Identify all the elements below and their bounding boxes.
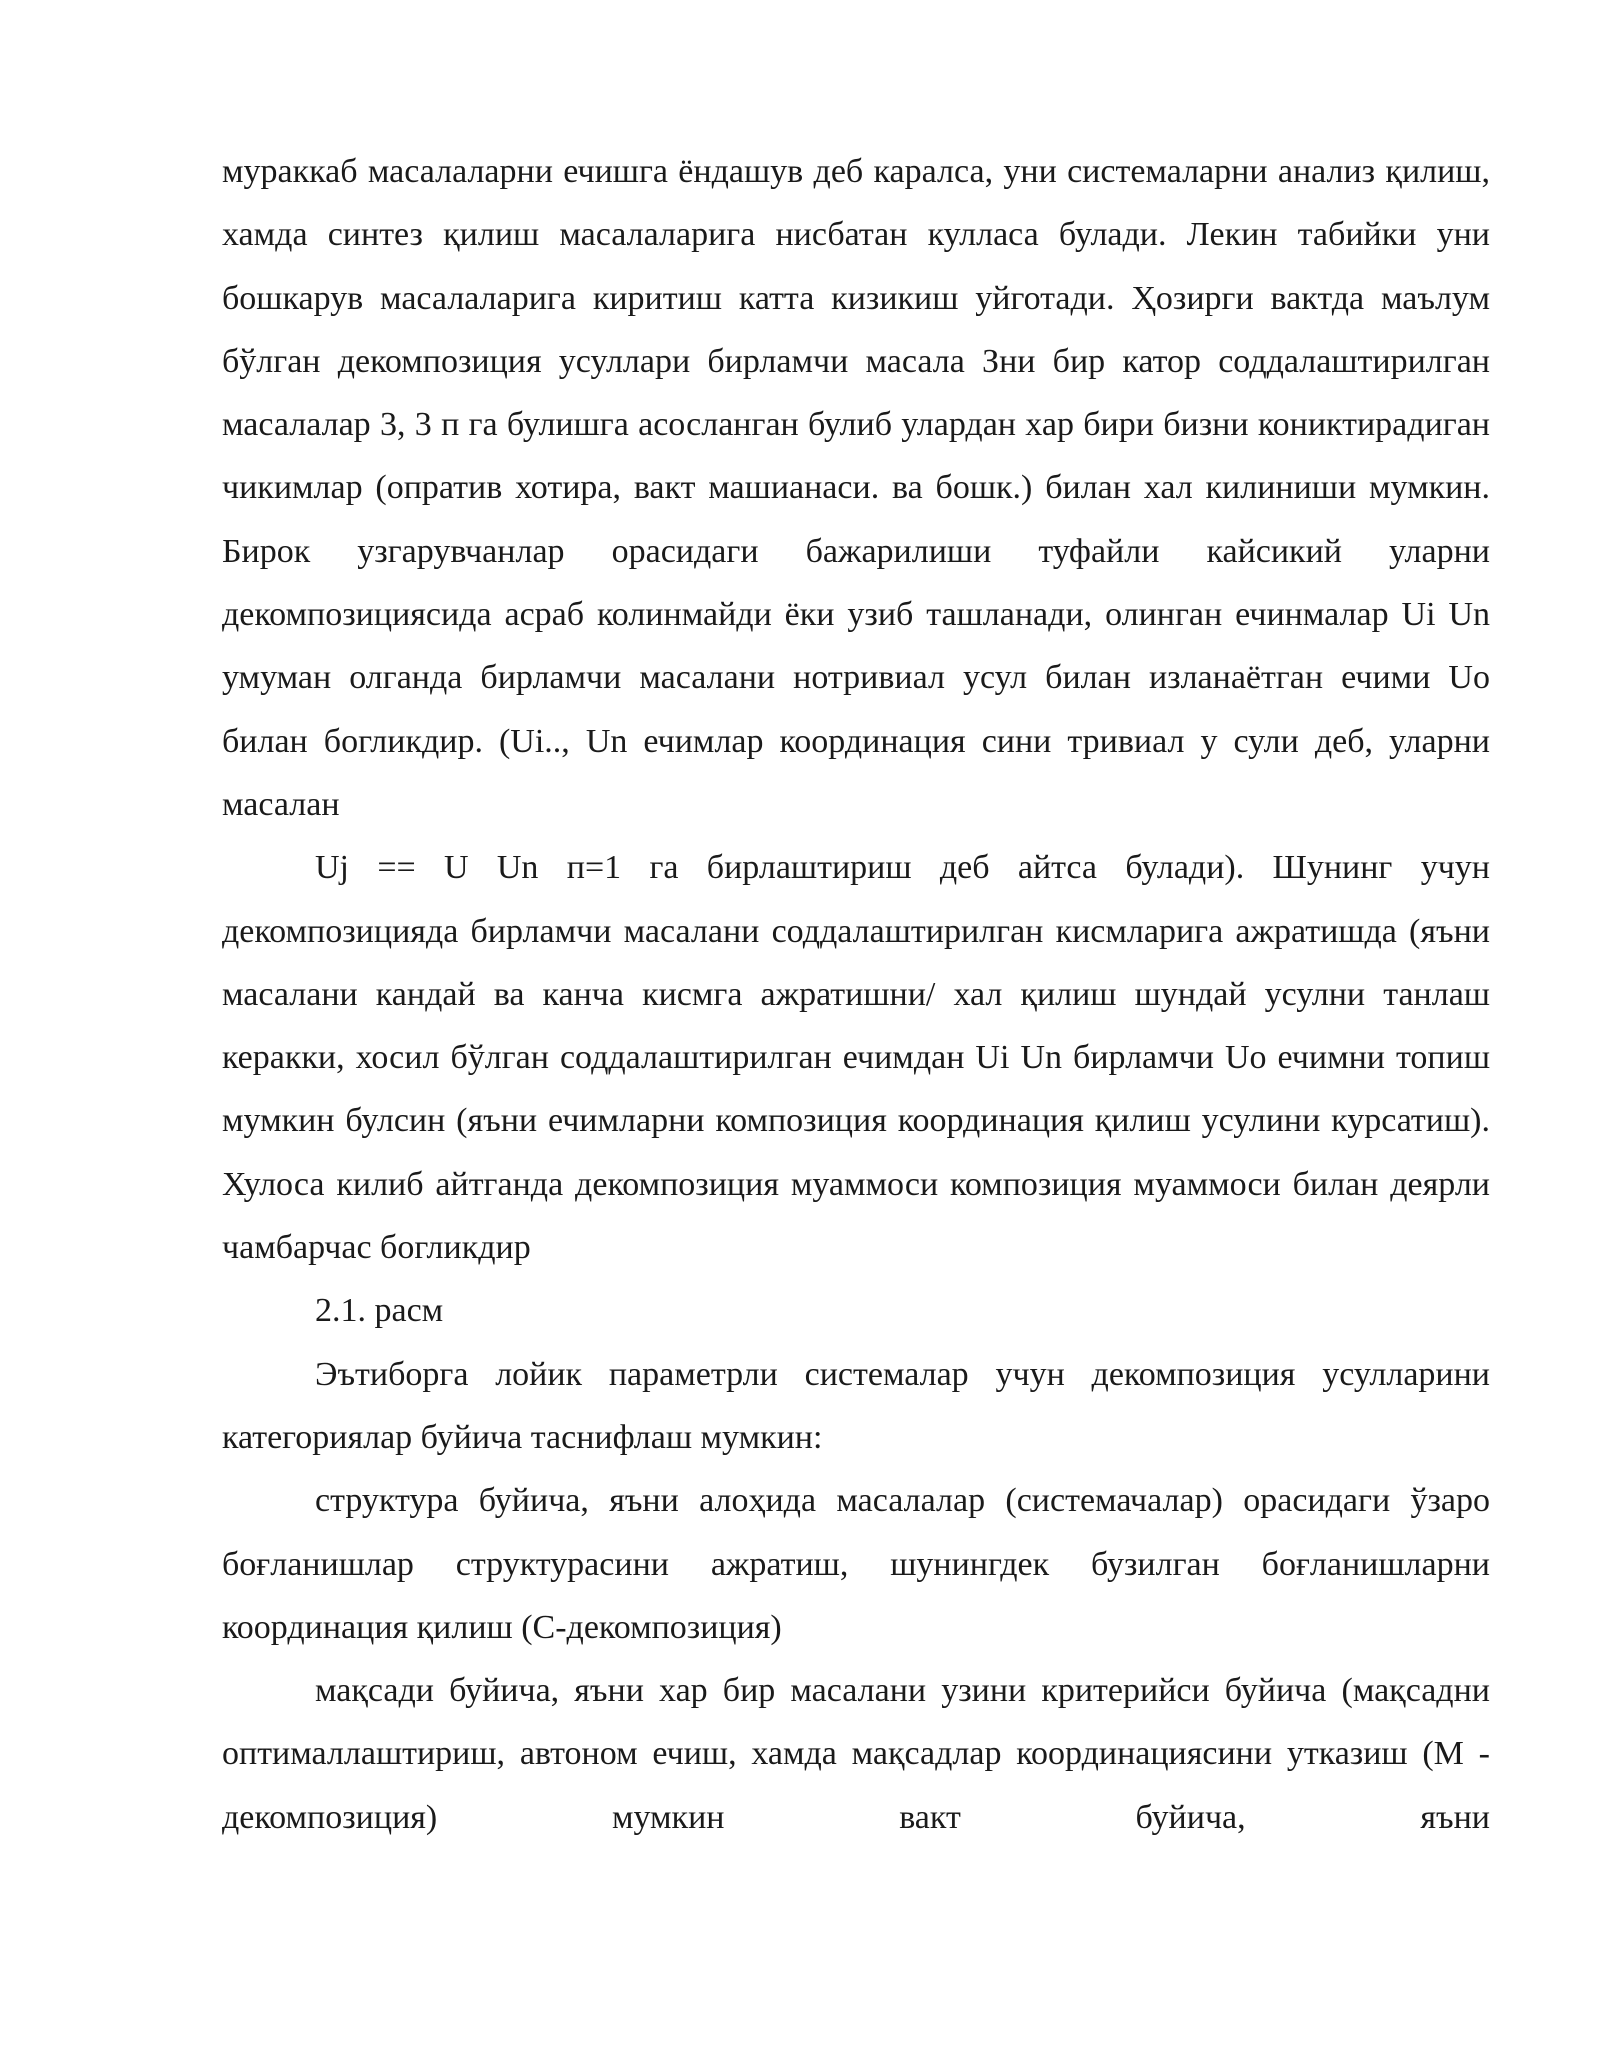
paragraph-5: мақсади буйича, яъни хар бир масалани узини критерийси буйича (мақсадни оптималлаштириш, автоном ечиш, хамда мақсадлар координациясини утказиш (М - декомпозиция) мумкин вакт буйича, яъни (222, 1672, 1490, 1836)
paragraph-4: структура буйича, яъни алоҳида масалалар (системачалар) орасидаги ўзаро боғланишлар структурасини ажратиш, шунингдек бузилган боғланишларни координация қилиш (С-декомпозиция) (222, 1482, 1490, 1646)
paragraph-1: мураккаб масалаларни ечишга ёндашув деб каралса, уни системаларни анализ қилиш, хамда синтез қилиш масалаларига нисбатан кулласа булади. Лекин табийки уни бошкарув масалаларига киритиш катта кизикиш уйготади. Ҳозирги вактда маълум бўлган декомпозиция усуллари бирламчи масала Зни бир катор соддалаштирилган масалалар 3, 3 п га булишга асосланган булиб улардан хар бири бизни кониктирадиган чикимлар (опратив хотира, вакт машианаси. ва бошк.) билан хал килиниши мумкин. Бирок узгарувчанлар орасидаги бажарилиши туфайли кайсикий уларни декомпозициясида асраб колинмайди ёки узиб ташланади, олинган ечинмалар Ui Un умуман олганда бирламчи масалани нотривиал усул билан изланаётган ечими Uo билан богликдир. (Ui.., Un ечимлар координация сини тривиал у сули деб, уларни масалан (222, 153, 1490, 823)
paragraph-2: Uj == U Un п=1 га бирлаштириш деб айтса булади). Шунинг учун декомпозицияда бирламчи масалани соддалаштирилган кисмларига ажратишда (яъни масалани кандай ва канча кисмга ажратишни/ хал қилиш шундай усулни танлаш керакки, хосил бўлган соддалаштирилган ечимдан Ui Un бирламчи Uo ечимни топиш мумкин булсин (яъни ечимларни композиция координация қилиш усулини курсатиш). Хулоса килиб айтганда декомпозиция муаммоси композиция муаммоси билан деярли чамбарчас богликдир (222, 849, 1490, 1267)
paragraph-3: Эътиборга лойик параметрли системалар учун декомпозиция усулларини категориялар буйича таснифлаш мумкин: (222, 1355, 1490, 1456)
figure-caption: 2.1. расм (315, 1292, 444, 1330)
document-body (222, 140, 1490, 1849)
